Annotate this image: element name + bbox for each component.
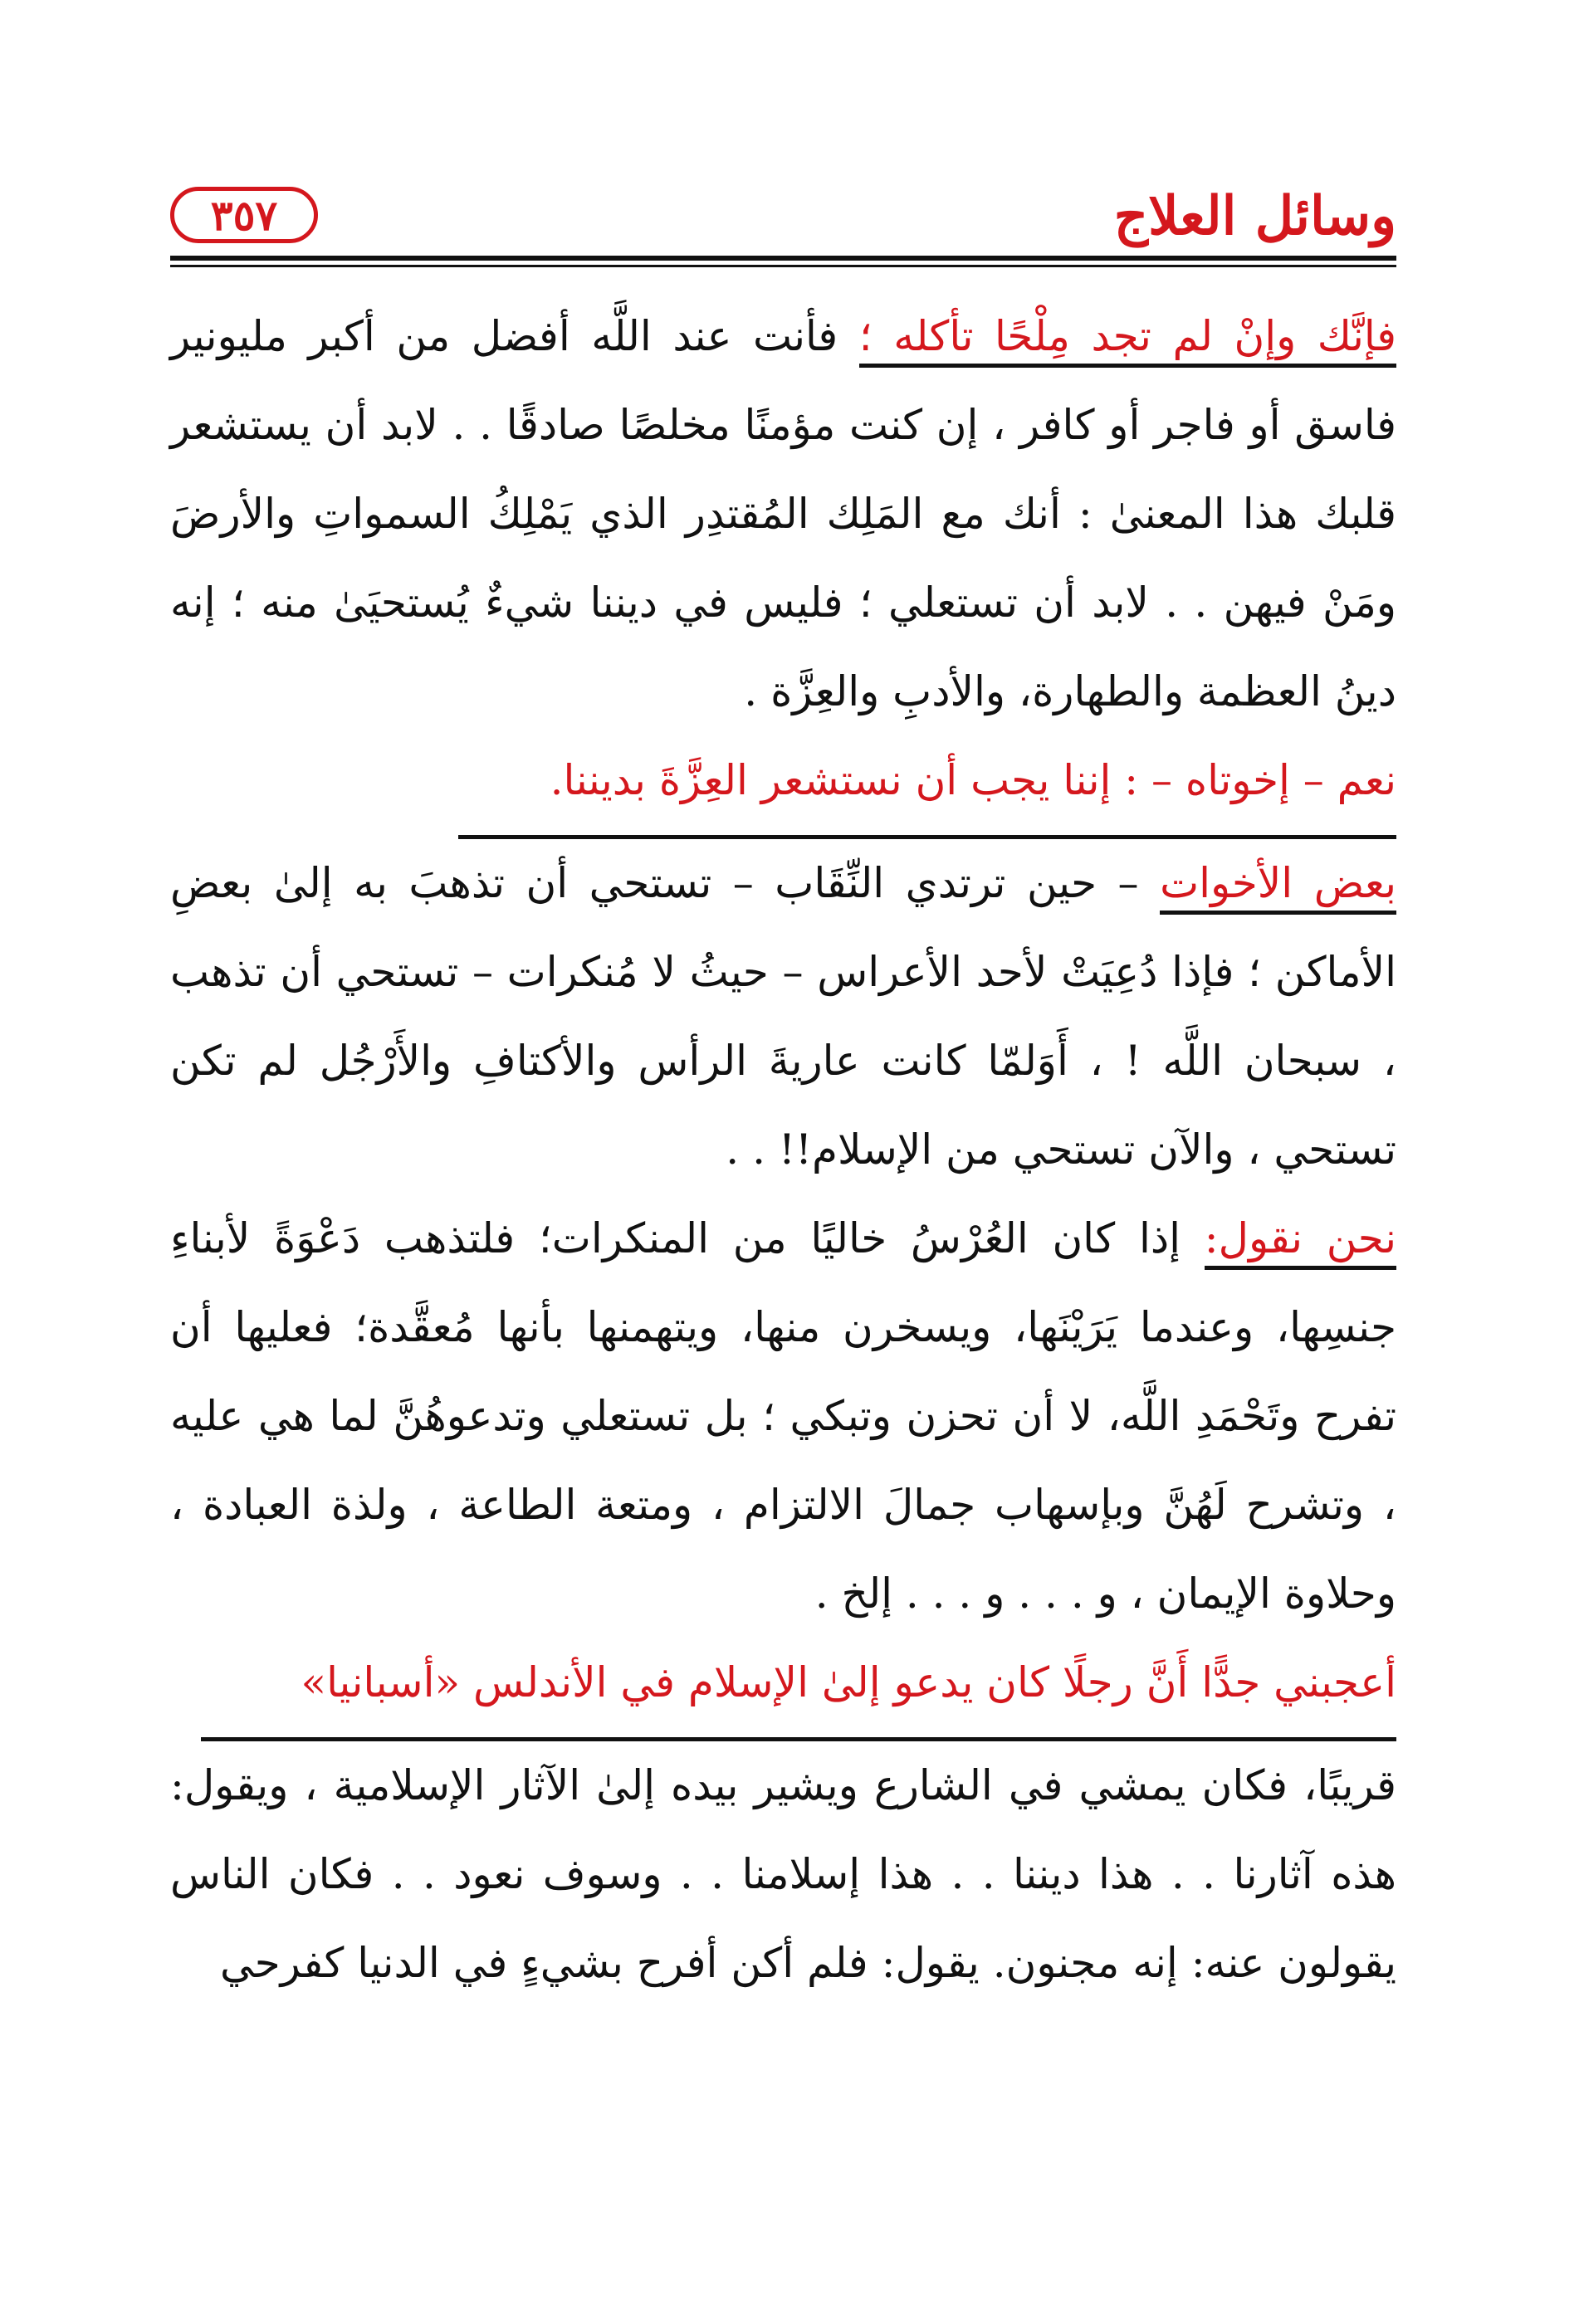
section-heading-2: أعجبني جدًّا أَنَّ رجلًا كان يدعو إلىٰ الإسلام في الأندلس «أسبانيا» — [201, 1638, 1396, 1741]
paragraph-1 — [170, 292, 1396, 736]
paragraph-2-lead: بعض الأخوات — [1160, 859, 1396, 915]
paragraph-1-lead: فإنَّك وإنْ لم تجد مِلْحًا تأكله ؛ — [859, 312, 1396, 368]
paragraph-1-text: فأنت عند اللَّه أفضل من أكبر مليونير فاسق أو فاجر أو كافر ، إن كنت مؤمنًا مخلصًا صادقًا . . لابد أن يستشعر قلبك هذا المعنىٰ : أنك مع المَلِك المُقتدِر الذي يَمْلِكُ السمواتِ والأرضَ ومَنْ فيهن . . لابد أن تستعلي ؛ فليس في ديننا شيءٌ يُستحيَىٰ منه ؛ إنه دينُ العظمة والطهارة، والأدبِ والعِزَّة . — [170, 312, 1396, 715]
paragraph-4: قريبًا، فكان يمشي في الشارع ويشير بيده إلىٰ الآثار الإسلامية ، ويقول: هذه آثارنا . . هذا ديننا . . هذا إسلامنا . . وسوف نعود . . فكان الناس يقولون عنه: إنه مجنون. يقول: فلم أكن أفرح بشيءٍ في الدنيا كفرحي — [170, 1761, 1396, 1987]
paragraph-3-lead: نحن نقول: — [1205, 1214, 1396, 1270]
paragraph-2 — [170, 839, 1396, 1194]
paragraph-3-text: إذا كان العُرْسُ خاليًا من المنكرات؛ فلتذهب دَعْوَةً لأبناءِ جنسِها، وعندما يَرَيْنَها، ويسخرن منها، ويتهمنها بأنها مُعقَّدة؛ فعليها أن تفرح وتَحْمَدِ اللَّه، لا أن تحزن وتبكي ؛ بل تستعلي وتدعوهُنَّ لما هي عليه ، وتشرح لَهُنَّ وبإسهاب جمالَ الالتزام ، ومتعة الطاعة ، ولذة العبادة ، وحلاوة الإيمان ، و . . . و . . . إلخ . — [170, 1214, 1396, 1618]
paragraph-3 — [170, 1194, 1396, 1638]
page-body — [170, 292, 1396, 2008]
paragraph-2-text: – حين ترتدي النِّقَاب – تستحي أن تذهبَ به إلىٰ بعضِ الأماكن ؛ فإذا دُعِيَتْ لأحد الأعراس – حيثُ لا مُنكرات – تستحي أن تذهب ، سبحان اللَّه ! ، أَوَلمّا كانت عاريةَ الرأس والأكتافِ والأَرْجُل لم تكن تستحي ، والآن تستحي من الإسلام!! . . — [170, 859, 1396, 1174]
header-rule-thick — [170, 256, 1396, 261]
page-number-badge: ٣٥٧ — [170, 187, 318, 243]
running-title: وسائل العلاج — [1113, 185, 1396, 247]
header-rule-thin — [170, 265, 1396, 267]
section-heading-1: نعم – إخوتاه – : إننا يجب أن نستشعر العِزَّةَ بديننا. — [458, 736, 1396, 839]
page-header — [170, 170, 1396, 261]
